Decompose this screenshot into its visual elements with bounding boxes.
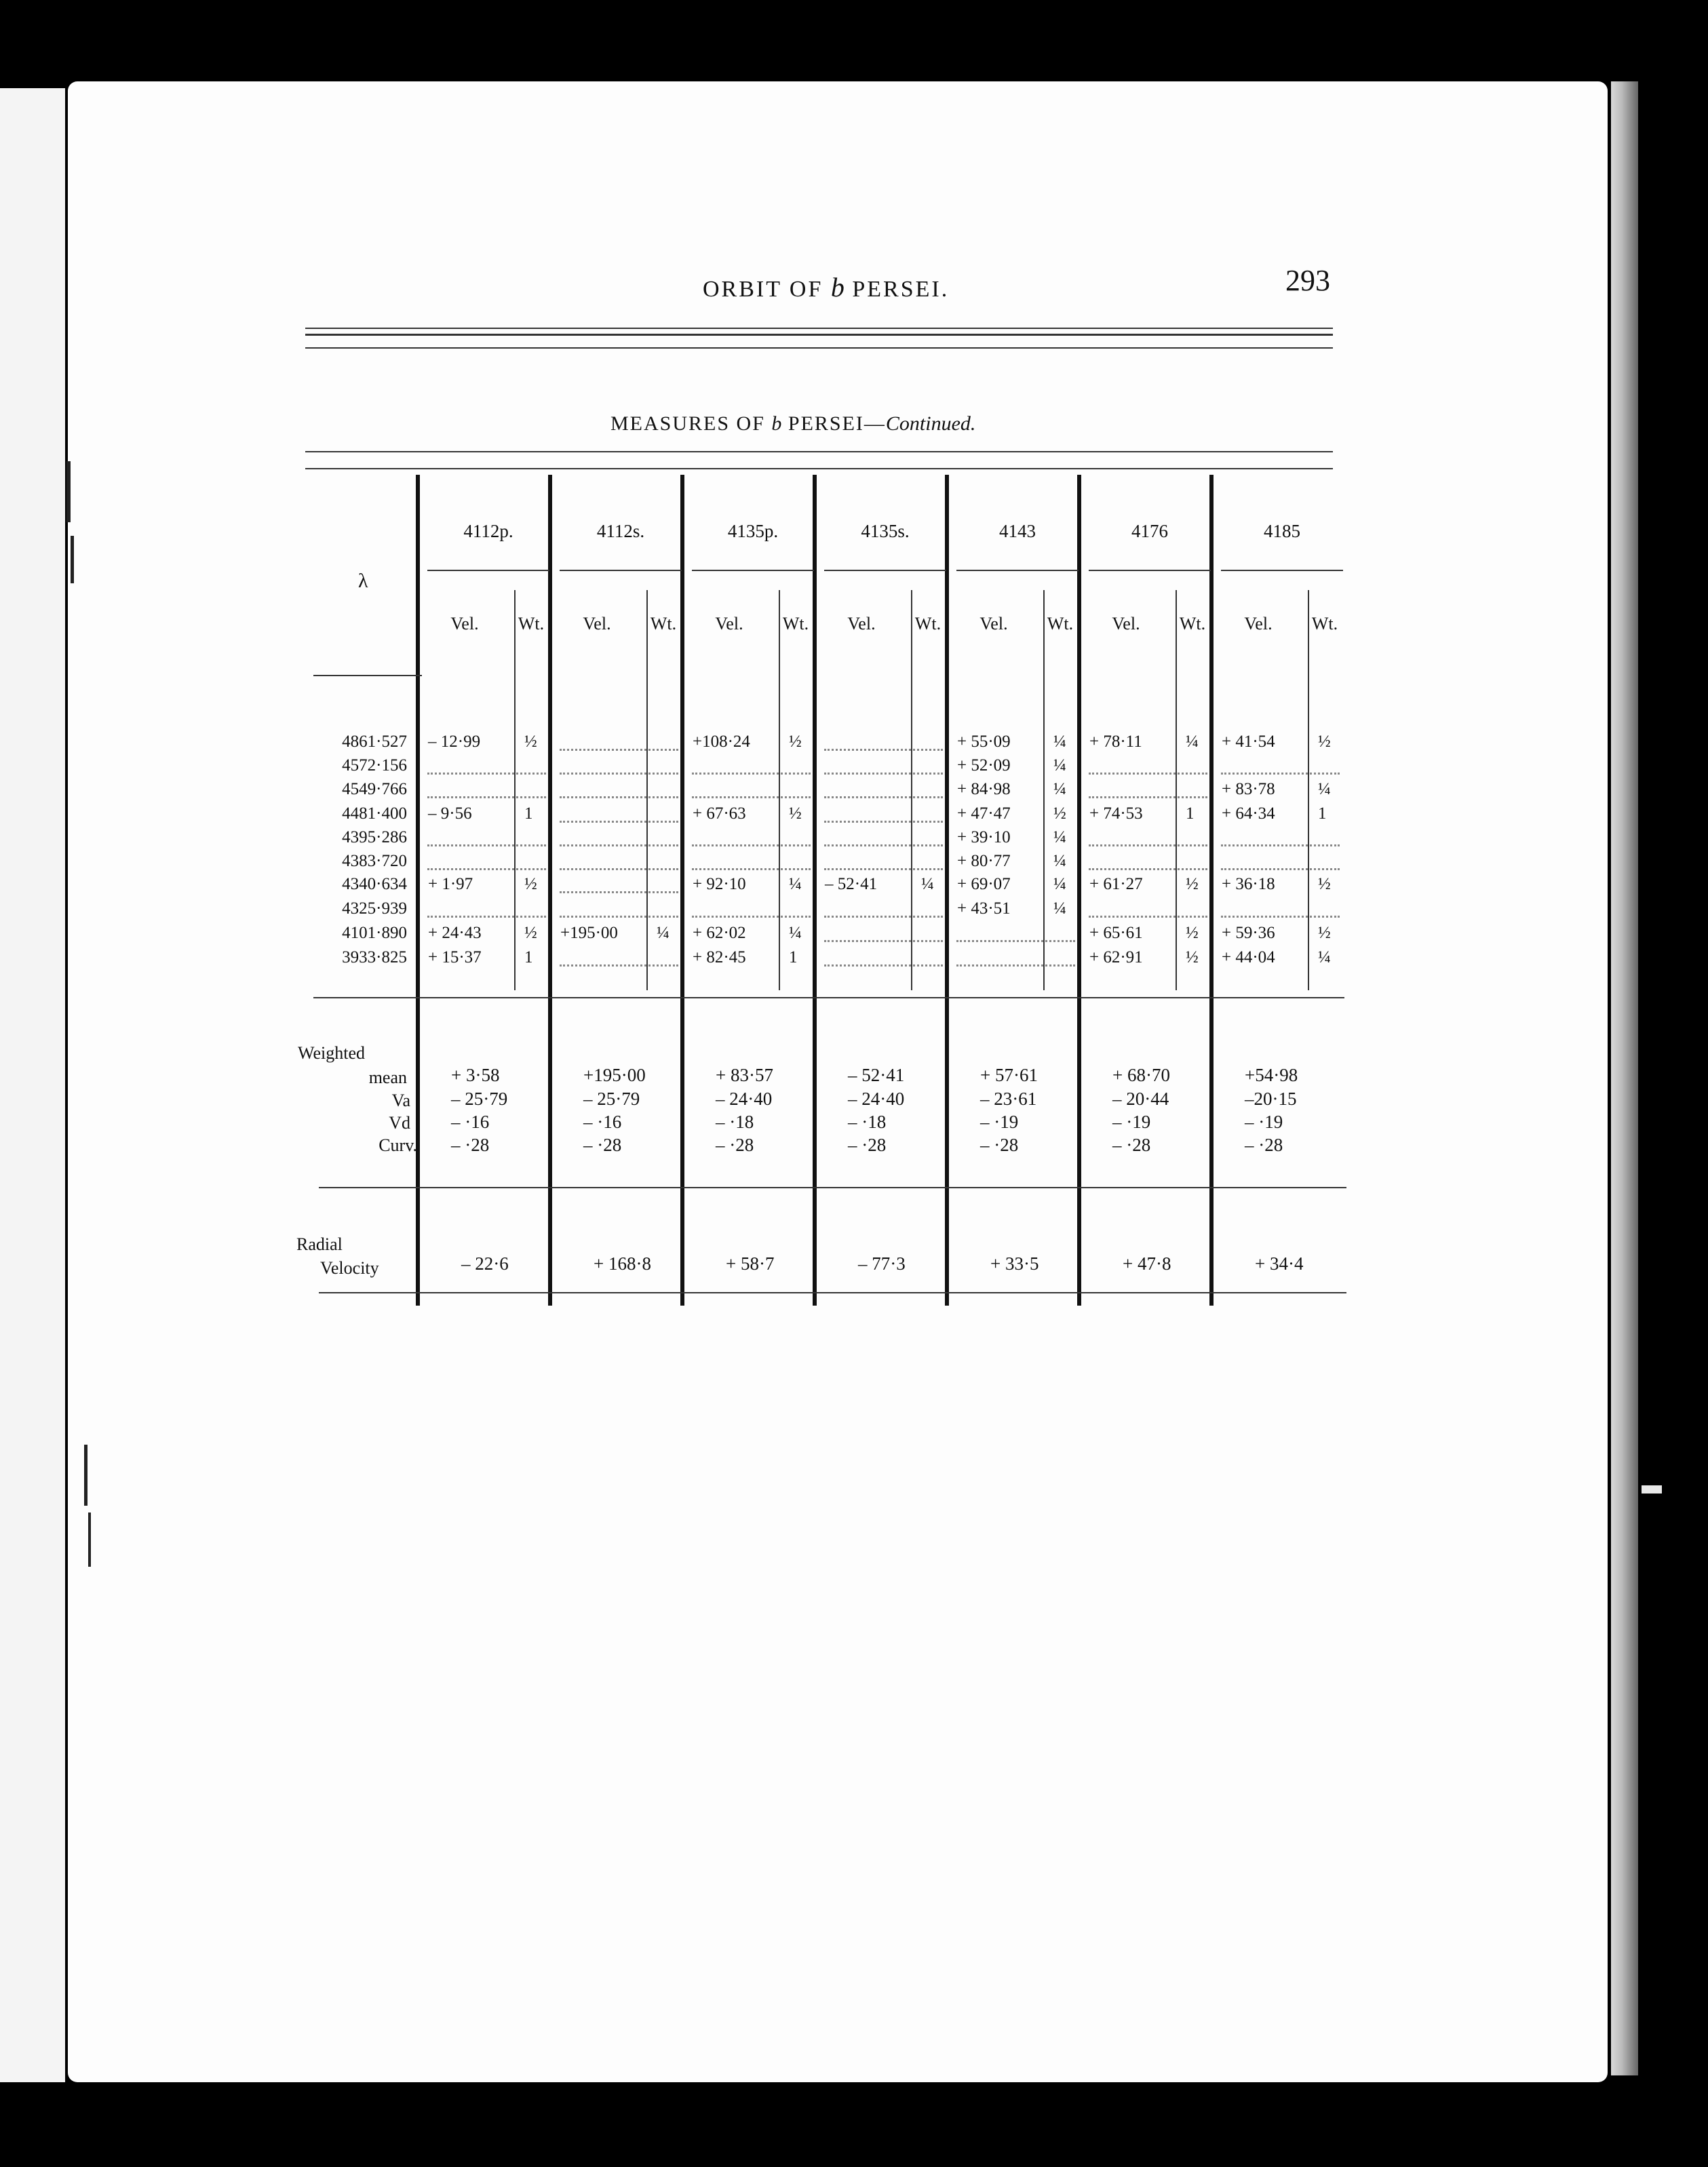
plate-header-rule — [1221, 570, 1343, 571]
plate-header: 4143 — [999, 521, 1036, 541]
weight-value: ½ — [524, 875, 537, 893]
empty-cell-leader — [560, 964, 678, 967]
velocity-label: Velocity — [320, 1258, 379, 1278]
velocity-value: +108·24 — [693, 733, 750, 751]
weight-value: ¼ — [1186, 733, 1199, 751]
weight-value: ½ — [789, 804, 802, 823]
weight-value: ¼ — [789, 924, 802, 942]
velocity-value: – 12·99 — [428, 733, 481, 751]
empty-cell-leader — [692, 796, 811, 798]
radial-velocity-value: + 168·8 — [594, 1253, 651, 1274]
velocity-value: + 59·36 — [1222, 924, 1275, 942]
wt-separator — [1176, 590, 1177, 990]
summary-value: + 68·70 — [1112, 1065, 1170, 1085]
radial-velocity-value: – 77·3 — [858, 1253, 906, 1274]
velocity-value: + 64·34 — [1222, 804, 1275, 823]
table-title: MEASURES OF b PERSEI—Continued. — [610, 412, 976, 435]
weight-value: ½ — [1186, 948, 1199, 967]
summary-radial-rule — [319, 1187, 1346, 1188]
velocity-value: + 83·78 — [1222, 780, 1275, 798]
weight-value: ¼ — [1053, 852, 1066, 870]
lambda-header: λ — [358, 570, 368, 592]
summary-value: – ·28 — [451, 1135, 490, 1155]
wt-subheader: Wt. — [1179, 614, 1206, 633]
summary-value: – ·18 — [848, 1112, 887, 1132]
weight-value: ¼ — [1053, 875, 1066, 893]
empty-cell-leader — [427, 773, 546, 775]
empty-cell-leader — [1221, 844, 1340, 846]
column-separator — [548, 475, 552, 1306]
column-separator — [1077, 475, 1081, 1306]
summary-value: – ·28 — [716, 1135, 754, 1155]
velocity-value: +195·00 — [560, 924, 618, 942]
vel-subheader: Vel. — [1112, 614, 1140, 633]
vel-subheader: Vel. — [450, 614, 479, 633]
vel-subheader: Vel. — [583, 614, 611, 633]
empty-cell-leader — [560, 821, 678, 823]
plate-header: 4112s. — [596, 521, 645, 541]
plate-header: 4185 — [1264, 521, 1300, 541]
wt-subheader: Wt. — [650, 614, 677, 633]
header-rule — [305, 347, 1333, 349]
empty-cell-leader — [1089, 773, 1207, 775]
summary-value: +195·00 — [583, 1065, 646, 1085]
wt-separator — [779, 590, 780, 990]
radial-velocity-value: – 22·6 — [461, 1253, 509, 1274]
weight-value: ¼ — [789, 875, 802, 893]
velocity-value: + 39·10 — [957, 828, 1011, 846]
plate-header: 4135p. — [727, 521, 779, 541]
column-separator — [813, 475, 817, 1306]
wavelength-value: 4395·286 — [342, 828, 407, 846]
empty-cell-leader — [427, 868, 546, 870]
wavelength-value: 4340·634 — [342, 875, 407, 893]
summary-value: + 3·58 — [451, 1065, 500, 1085]
binding-thread — [88, 1512, 91, 1567]
empty-cell-leader — [560, 749, 678, 751]
summary-value: – ·18 — [716, 1112, 754, 1132]
plate-header-rule — [1089, 570, 1211, 571]
column-separator — [945, 475, 949, 1306]
summary-value: – ·28 — [980, 1135, 1019, 1155]
wavelength-value: 4101·890 — [342, 924, 407, 942]
velocity-value: + 43·51 — [957, 899, 1011, 918]
empty-cell-leader — [824, 749, 943, 751]
empty-cell-leader — [692, 773, 811, 775]
summary-value: – ·16 — [451, 1112, 490, 1132]
empty-cell-leader — [427, 916, 546, 918]
plate-header: 4176 — [1131, 521, 1168, 541]
empty-cell-leader — [560, 844, 678, 846]
wavelength-value: 4383·720 — [342, 852, 407, 870]
summary-value: – ·28 — [848, 1135, 887, 1155]
velocity-value: + 36·18 — [1222, 875, 1275, 893]
summary-value: – ·16 — [583, 1112, 622, 1132]
summary-value: – 20·44 — [1112, 1089, 1169, 1109]
empty-cell-leader — [560, 773, 678, 775]
header-rule — [305, 328, 1333, 329]
wavelength-value: 4572·156 — [342, 756, 407, 775]
column-separator — [1209, 475, 1214, 1306]
empty-cell-leader — [824, 916, 943, 918]
weight-value: ¼ — [1053, 899, 1066, 918]
empty-cell-leader — [824, 821, 943, 823]
plate-header-rule — [427, 570, 549, 571]
wt-subheader: Wt. — [1311, 614, 1338, 633]
wavelength-value: 4549·766 — [342, 780, 407, 798]
plate-header-rule — [692, 570, 814, 571]
plate-header-rule — [824, 570, 946, 571]
weight-value: ¼ — [1053, 733, 1066, 751]
velocity-value: + 62·02 — [693, 924, 746, 942]
header-rule — [305, 334, 1333, 336]
summary-value: +54·98 — [1245, 1065, 1298, 1085]
vel-subheader: Vel. — [1244, 614, 1273, 633]
weight-value: ½ — [524, 733, 537, 751]
velocity-value: + 80·77 — [957, 852, 1011, 870]
page-number: 293 — [1285, 264, 1330, 297]
mean-label: mean — [368, 1068, 407, 1087]
summary-value: – 25·79 — [451, 1089, 508, 1109]
facing-page-edge — [0, 88, 65, 2082]
vel-subheader: Vel. — [847, 614, 876, 633]
summary-value: – 23·61 — [980, 1089, 1037, 1109]
velocity-value: + 84·98 — [957, 780, 1011, 798]
weight-value: 1 — [789, 948, 798, 967]
empty-cell-leader — [692, 844, 811, 846]
page-stack-edge — [1611, 81, 1638, 2075]
velocity-value: – 52·41 — [825, 875, 878, 893]
wt-separator — [514, 590, 516, 990]
wavelength-value: 3933·825 — [342, 948, 407, 967]
table-top-rule — [305, 451, 1333, 452]
book-page — [68, 81, 1608, 2082]
weight-value: 1 — [524, 804, 533, 823]
summary-value: – ·19 — [1245, 1112, 1283, 1132]
velocity-value: + 92·10 — [693, 875, 746, 893]
summary-value: – ·19 — [1112, 1112, 1151, 1132]
empty-cell-leader — [824, 940, 943, 942]
body-summary-rule — [313, 997, 1344, 998]
radial-velocity-value: + 58·7 — [726, 1253, 775, 1274]
empty-cell-leader — [427, 796, 546, 798]
running-head: ORBIT OF b PERSEI. — [703, 272, 950, 302]
wt-subheader: Wt. — [1047, 614, 1074, 633]
velocity-value: + 52·09 — [957, 756, 1011, 775]
weight-value: 1 — [524, 948, 533, 967]
empty-cell-leader — [1089, 796, 1207, 798]
weight-value: ½ — [1053, 804, 1066, 823]
empty-cell-leader — [560, 796, 678, 798]
empty-cell-leader — [1221, 916, 1340, 918]
velocity-value: + 67·63 — [693, 804, 746, 823]
empty-cell-leader — [956, 940, 1075, 942]
empty-cell-leader — [692, 916, 811, 918]
table-top-rule — [305, 468, 1333, 469]
page-tear-mark — [1642, 1485, 1662, 1494]
empty-cell-leader — [1221, 773, 1340, 775]
empty-cell-leader — [824, 868, 943, 870]
velocity-value: + 65·61 — [1089, 924, 1143, 942]
empty-cell-leader — [560, 891, 678, 893]
weight-value: ¼ — [1053, 756, 1066, 775]
vel-subheader: Vel. — [979, 614, 1008, 633]
wavelength-value: 4325·939 — [342, 899, 407, 918]
summary-value: – ·28 — [1245, 1135, 1283, 1155]
weight-value: ½ — [789, 733, 802, 751]
weight-value: ½ — [524, 924, 537, 942]
empty-cell-leader — [824, 773, 943, 775]
wt-subheader: Wt. — [782, 614, 809, 633]
summary-value: –20·15 — [1245, 1089, 1297, 1109]
empty-cell-leader — [824, 844, 943, 846]
empty-cell-leader — [824, 964, 943, 967]
velocity-value: – 9·56 — [428, 804, 472, 823]
binding-thread — [84, 1445, 88, 1506]
summary-value: + 83·57 — [716, 1065, 773, 1085]
wt-separator — [1043, 590, 1045, 990]
plate-header: 4112p. — [463, 521, 513, 541]
velocity-value: + 61·27 — [1089, 875, 1143, 893]
plate-header-rule — [956, 570, 1079, 571]
column-separator — [416, 475, 420, 1306]
binding-thread — [66, 461, 71, 522]
vel-subheader: Vel. — [715, 614, 743, 633]
velocity-value: + 82·45 — [693, 948, 746, 967]
empty-cell-leader — [1089, 916, 1207, 918]
empty-cell-leader — [824, 796, 943, 798]
wt-subheader: Wt. — [914, 614, 942, 633]
weight-value: ¼ — [921, 875, 934, 893]
velocity-value: + 69·07 — [957, 875, 1011, 893]
wt-separator — [1308, 590, 1309, 990]
weight-value: ½ — [1186, 924, 1199, 942]
weight-value: ½ — [1318, 875, 1331, 893]
summary-value: – 25·79 — [583, 1089, 640, 1109]
weight-value: ¼ — [1053, 828, 1066, 846]
summary-value: – 24·40 — [848, 1089, 905, 1109]
velocity-value: + 15·37 — [428, 948, 482, 967]
wt-subheader: Wt. — [518, 614, 545, 633]
curv-label: Curv. — [379, 1135, 417, 1155]
summary-value: – ·28 — [583, 1135, 622, 1155]
wt-separator — [911, 590, 912, 990]
velocity-value: + 55·09 — [957, 733, 1011, 751]
velocity-value: + 24·43 — [428, 924, 482, 942]
column-separator — [680, 475, 684, 1306]
binding-thread — [71, 536, 74, 583]
weight-value: ½ — [1186, 875, 1199, 893]
radial-velocity-value: + 33·5 — [990, 1253, 1039, 1274]
plate-header: 4135s. — [861, 521, 910, 541]
va-label: Va — [391, 1091, 410, 1110]
vd-label: Vd — [389, 1113, 410, 1133]
radial-velocity-value: + 47·8 — [1123, 1253, 1171, 1274]
table-bottom-rule — [319, 1292, 1346, 1293]
header-body-rule — [313, 675, 422, 676]
velocity-value: + 74·53 — [1089, 804, 1143, 823]
velocity-value: + 47·47 — [957, 804, 1011, 823]
weight-value: 1 — [1318, 804, 1327, 823]
wavelength-value: 4861·527 — [342, 733, 407, 751]
wt-separator — [646, 590, 648, 990]
empty-cell-leader — [956, 964, 1075, 967]
radial-velocity-value: + 34·4 — [1255, 1253, 1304, 1274]
empty-cell-leader — [1089, 868, 1207, 870]
velocity-value: + 62·91 — [1089, 948, 1143, 967]
radial-label: Radial — [296, 1234, 343, 1254]
weight-value: ¼ — [1318, 948, 1331, 967]
velocity-value: + 1·97 — [428, 875, 473, 893]
weighted-label: Weighted — [298, 1043, 365, 1063]
velocity-value: + 78·11 — [1089, 733, 1142, 751]
weight-value: ¼ — [657, 924, 669, 942]
empty-cell-leader — [560, 916, 678, 918]
empty-cell-leader — [692, 868, 811, 870]
weight-value: ¼ — [1053, 780, 1066, 798]
velocity-value: + 41·54 — [1222, 733, 1275, 751]
plate-header-rule — [560, 570, 682, 571]
weight-value: ½ — [1318, 924, 1331, 942]
empty-cell-leader — [427, 844, 546, 846]
weight-value: ½ — [1318, 733, 1331, 751]
summary-value: + 57·61 — [980, 1065, 1038, 1085]
empty-cell-leader — [1221, 868, 1340, 870]
summary-value: – ·19 — [980, 1112, 1019, 1132]
empty-cell-leader — [1089, 844, 1207, 846]
summary-value: – ·28 — [1112, 1135, 1151, 1155]
wavelength-value: 4481·400 — [342, 804, 407, 823]
summary-value: – 52·41 — [848, 1065, 905, 1085]
empty-cell-leader — [560, 868, 678, 870]
velocity-value: + 44·04 — [1222, 948, 1275, 967]
weight-value: ¼ — [1318, 780, 1331, 798]
summary-value: – 24·40 — [716, 1089, 773, 1109]
weight-value: 1 — [1186, 804, 1195, 823]
